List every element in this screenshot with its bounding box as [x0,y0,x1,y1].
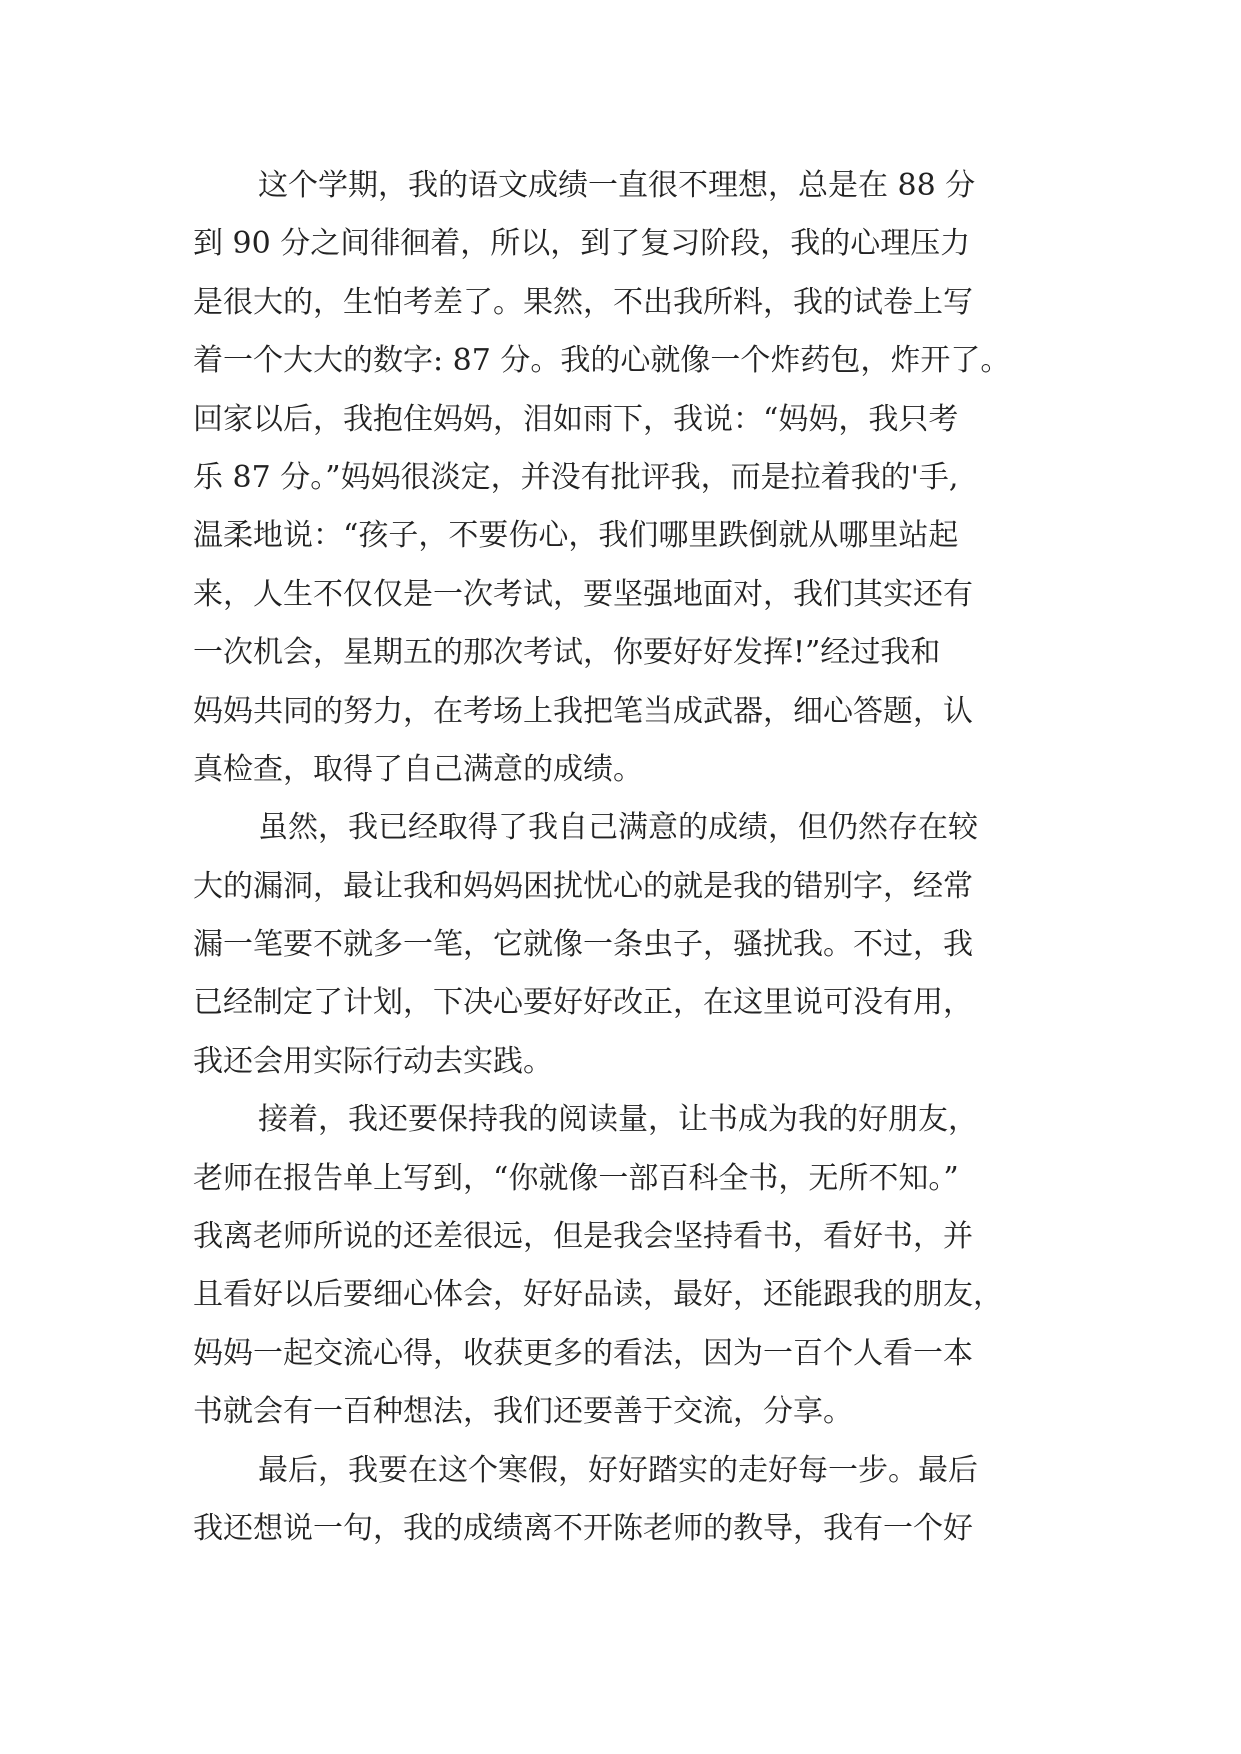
paragraph-3-line-2: 老师在报告单上写到，“你就像一部百科全书，无所不知。” [193,1160,959,1196]
paragraph-1-line-11: 真检查，取得了自己满意的成绩。 [193,751,643,787]
paragraph-1-line-6: 乐 87 分。”妈妈很淡定，并没有批评我，而是拉着我的'手, [193,459,959,495]
paragraph-1-line-1: 这个学期，我的语文成绩一直很不理想，总是在 88 分 [258,168,976,203]
paragraph-2-line-1: 虽然，我已经取得了我自己满意的成绩，但仍然存在较 [258,810,978,846]
paragraph-1-line-3: 是很大的，生怕考差了。果然，不出我所料，我的试卷上写 [193,284,973,320]
paragraph-2-line-2: 大的漏洞，最让我和妈妈困扰忧心的就是我的错别字，经常 [193,868,973,904]
paragraph-4-line-1: 最后，我要在这个寒假，好好踏实的走好每一步。最后 [258,1452,978,1488]
paragraph-4-line-2: 我还想说一句，我的成绩离不开陈老师的教导，我有一个好 [193,1510,973,1546]
paragraph-1-line-7: 温柔地说：“孩子，不要伤心，我们哪里跌倒就从哪里站起 [193,518,959,554]
paragraph-2-line-4: 已经制定了计划，下决心要好好改正，在这里说可没有用， [193,985,973,1021]
paragraph-1-line-2: 到 90 分之间徘徊着，所以，到了复习阶段，我的心理压力 [193,226,971,262]
paragraph-2-line-5: 我还会用实际行动去实践。 [193,1043,553,1079]
paragraph-1-line-5: 回家以后，我抱住妈妈，泪如雨下，我说：“妈妈，我只考 [193,401,959,437]
paragraph-3-line-1: 接着，我还要保持我的阅读量，让书成为我的好朋友， [258,1102,978,1138]
paragraph-1-line-4: 着一个大大的数字: 87 分。我的心就像一个炸药包，炸开了。 [193,343,1011,379]
paragraph-3-line-4: 且看好以后要细心体会，好好品读，最好，还能跟我的朋友， [193,1277,1003,1313]
paragraph-3-line-3: 我离老师所说的还差很远，但是我会坚持看书，看好书，并 [193,1219,973,1255]
paragraph-1-line-8: 来，人生不仅仅是一次考试，要坚强地面对，我们其实还有 [193,576,973,612]
paragraph-2-line-3: 漏一笔要不就多一笔，它就像一条虫子，骚扰我。不过，我 [193,927,973,963]
paragraph-1-line-10: 妈妈共同的努力，在考场上我把笔当成武器，细心答题，认 [193,693,973,729]
paragraph-3-line-6: 书就会有一百种想法，我们还要善于交流，分享。 [193,1394,853,1430]
paragraph-1-line-9: 一次机会，星期五的那次考试，你要好好发挥!”经过我和 [193,635,941,671]
document-body [193,157,1053,1558]
paragraph-3-line-5: 妈妈一起交流心得，收获更多的看法，因为一百个人看一本 [193,1335,973,1371]
